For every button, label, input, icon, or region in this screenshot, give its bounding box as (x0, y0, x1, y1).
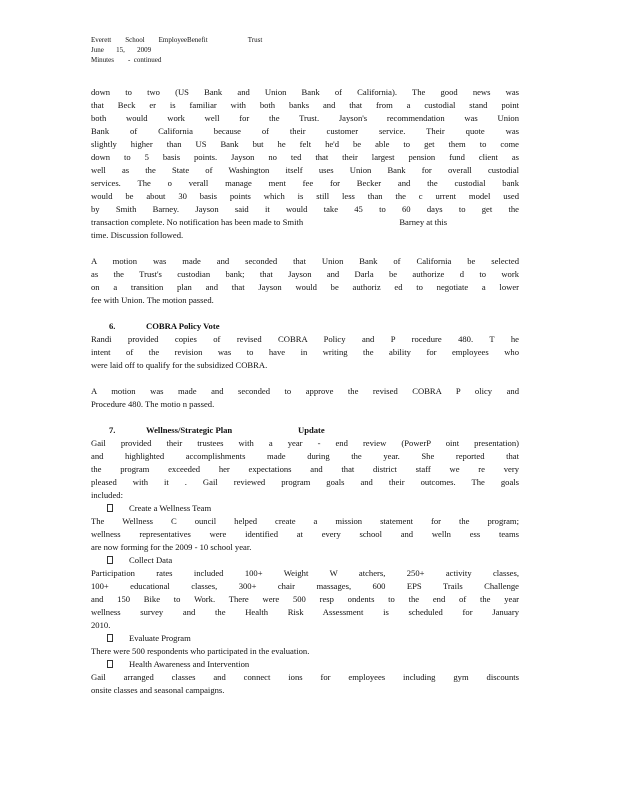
text-line: down to two (US Bank and Union Bank of California). The good news was (91, 87, 519, 97)
text-line: by Smith Barney. Jayson said it would take 45 to 60 days to get the (91, 204, 519, 214)
motion-line: A motion was made and seconded to approve the revised COBRA P olicy and (91, 386, 519, 396)
text-line: 100+ educational classes, 300+ chair massages, 600 EPS Trails Challenge (91, 581, 519, 591)
text-fragment: Barney at this (399, 217, 448, 227)
text-line: were laid off to qualify for the subsidized COBRA. (91, 360, 268, 370)
text-line: slightly higher than US Bank but he felt he'd be able to get them to come (91, 139, 519, 149)
bullet-item (91, 502, 519, 515)
section-heading-wellness (91, 424, 519, 437)
text-line: intent of the revision was to have in writing the ability for employees who (91, 347, 519, 357)
bullet-item (91, 554, 519, 567)
motion-line: fee with Union. The motion passed. (91, 295, 214, 305)
text-line: wellness representatives were identified at every school and welln ess teams (91, 529, 519, 539)
section-number: 6. (109, 321, 116, 331)
text-line (91, 216, 519, 229)
text-line: wellness survey and the Health Risk Assessment is scheduled for January (91, 607, 519, 617)
checkbox-bullet-icon (107, 504, 113, 512)
checkbox-bullet-icon (107, 660, 113, 668)
text-line: well as the State of Washington itself uses Union Bank for overall custodial (91, 165, 519, 175)
bullet-label: Collect Data (129, 555, 173, 565)
text-line: Gail arranged classes and connect ions for employees including gym discounts (91, 672, 519, 682)
header-date: June 15, 2009 (91, 46, 152, 54)
section-heading-cobra (91, 320, 519, 333)
motion-line: A motion was made and seconded that Union Bank of California be selected (91, 256, 519, 266)
text-line: included: (91, 490, 123, 500)
bullet-label: Evaluate Program (129, 633, 191, 643)
text-line: that Beck er is familiar with both banks and that from a custodial stand point (91, 100, 519, 110)
text-line: 2010. (91, 620, 111, 630)
text-line: the program exceeded her expectations and that district staff we re very (91, 464, 519, 474)
motion-line: as the Trust's custodian bank; that Jayson and Darla be authorize d to work (91, 269, 519, 279)
document-body (91, 86, 519, 697)
text-line: Gail provided their trustees with a year - end review (PowerP oint presentation) (91, 438, 519, 448)
motion-line: on a transition plan and that Jayson would be authoriz ed to negotiate a lower (91, 282, 519, 292)
text-line: onsite classes and seasonal campaigns. (91, 685, 225, 695)
text-line: There were 500 respondents who participated in the evaluation. (91, 646, 310, 656)
header-trust-name: Everett School EmployeeBenefit Trust (91, 36, 263, 44)
text-line: Randi provided copies of revised COBRA Policy and P rocedure 480. T he (91, 334, 519, 344)
section-number: 7. (109, 425, 116, 435)
text-line: Participation rates included 100+ Weight W atchers, 250+ activity classes, (91, 568, 519, 578)
text-line: down to 5 basis points. Jayson no ted that their largest pension fund client as (91, 152, 519, 162)
motion-line: Procedure 480. The motio n passed. (91, 399, 215, 409)
bullet-label: Create a Wellness Team (129, 503, 212, 513)
section-title: COBRA Policy Vote (146, 321, 220, 331)
checkbox-bullet-icon (107, 634, 113, 642)
header-minutes: Minutes - continued (91, 56, 162, 64)
bullet-item (91, 658, 519, 671)
text-fragment: transaction complete. No notification has been made to Smith (91, 217, 304, 227)
checkbox-bullet-icon (107, 556, 113, 564)
text-line: Bank of California because of their customer service. Their quote was (91, 126, 519, 136)
section-title: Wellness/Strategic Plan (146, 425, 233, 435)
text-line: services. The o verall manage ment fee for Becker and the custodial bank (91, 178, 519, 188)
text-line: time. Discussion followed. (91, 230, 184, 240)
section-title-suffix: Update (298, 425, 325, 435)
text-line: and highlighted accomplishments made during the year. She reported that (91, 451, 519, 461)
text-line: would be about 30 basis points which is still less than the c urrent model used (91, 191, 519, 201)
text-line: and 150 Bike to Work. There were 500 resp ondents to the end of the year (91, 594, 519, 604)
bullet-label: Health Awareness and Intervention (129, 659, 250, 669)
text-line: The Wellness C ouncil helped create a mission statement for the program; (91, 516, 519, 526)
text-line: both would work well for the Trust. Jayson's recommendation was Union (91, 113, 519, 123)
text-line: pleased with it . Gail reviewed program goals and their outcomes. The goals (91, 477, 519, 487)
bullet-item (91, 632, 519, 645)
text-line: are now forming for the 2009 - 10 school year. (91, 542, 252, 552)
